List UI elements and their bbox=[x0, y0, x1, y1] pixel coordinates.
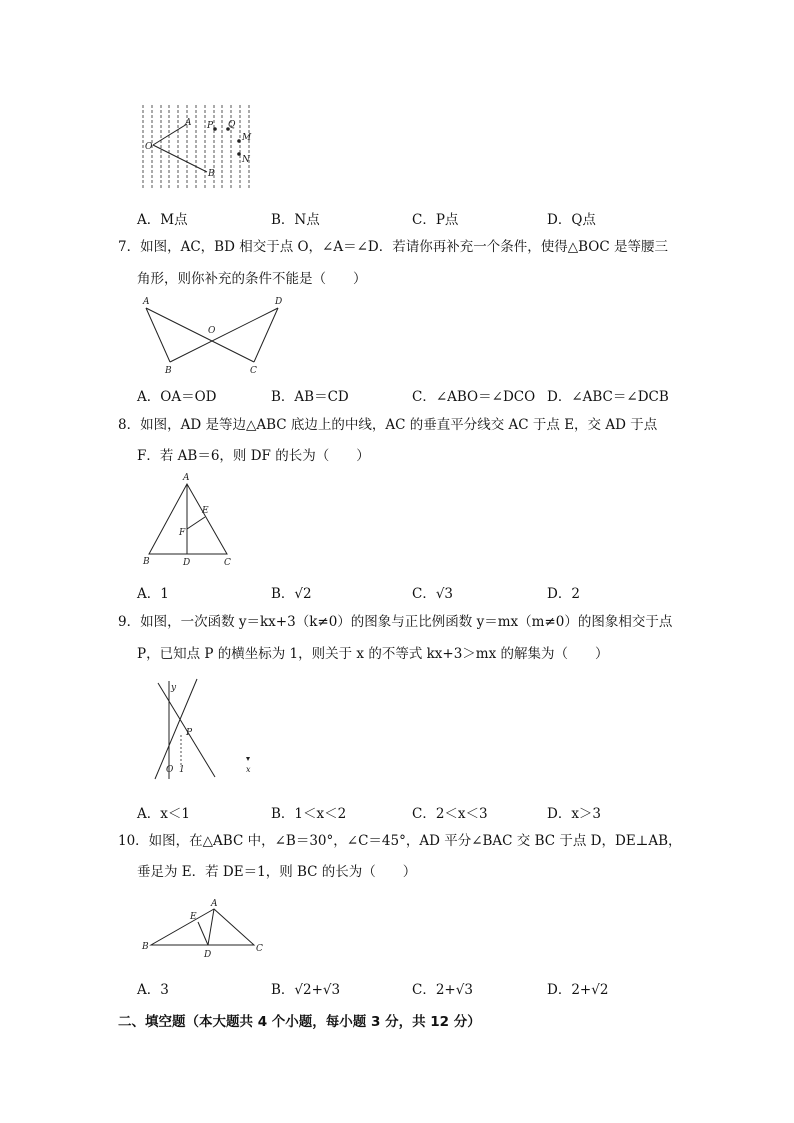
q10-label-e: E bbox=[190, 912, 197, 922]
q8-option-b: B．√2 bbox=[271, 586, 312, 602]
q9-option-c: C．2＜x＜3 bbox=[412, 806, 488, 822]
q6-label-p: P bbox=[207, 121, 214, 131]
q6-label-q: Q bbox=[228, 120, 236, 130]
q7-option-c: C．∠ABO＝∠DCO bbox=[412, 389, 536, 405]
q8-label-f: F bbox=[179, 528, 186, 538]
q9-label-p: P bbox=[186, 728, 193, 738]
section-two-title: 二、填空题（本大题共 4 个小题，每小题 3 分，共 12 分） bbox=[118, 1014, 481, 1030]
q9-option-a: A．x＜1 bbox=[137, 806, 190, 822]
q8-label-a: A bbox=[183, 473, 190, 483]
q6-option-b: B．N点 bbox=[271, 212, 320, 228]
q8-figure bbox=[138, 470, 238, 570]
q10-label-d: D bbox=[204, 950, 212, 960]
q7-segment-db bbox=[170, 308, 278, 362]
q7-label-d: D bbox=[275, 297, 283, 307]
q8-option-a: A．1 bbox=[137, 586, 169, 602]
q7-segment-ac bbox=[146, 308, 254, 362]
q6-figure bbox=[135, 100, 260, 195]
q6-label-a: A bbox=[185, 118, 192, 128]
q8-stem-line2: F．若 AB＝6，则 DF 的长为（ ） bbox=[137, 448, 370, 464]
q7-option-a: A．OA＝OD bbox=[137, 389, 217, 405]
q9-option-d: D．x＞3 bbox=[547, 806, 602, 822]
q9-label-y: y bbox=[171, 683, 177, 693]
q7-segment-ab bbox=[146, 308, 170, 362]
q8-label-e: E bbox=[202, 506, 209, 516]
q10-label-a: A bbox=[211, 899, 218, 909]
q6-label-m: M bbox=[242, 133, 252, 143]
q9-label-o: O bbox=[166, 765, 174, 775]
q7-stem-line2: 角形，则你补充的条件不能是（ ） bbox=[137, 271, 367, 287]
q6-point-p bbox=[213, 127, 217, 131]
q10-triangle-abc bbox=[151, 909, 254, 945]
q8-option-c: C．√3 bbox=[412, 586, 454, 602]
q6-option-d: D．Q点 bbox=[547, 212, 596, 228]
q10-option-c: C．2+√3 bbox=[412, 982, 473, 998]
q7-label-o: O bbox=[208, 326, 216, 336]
q6-label-o: O bbox=[145, 142, 153, 152]
q6-option-c: C．P点 bbox=[412, 212, 459, 228]
q10-figure bbox=[138, 895, 268, 965]
q8-option-d: D．2 bbox=[547, 586, 580, 602]
q8-label-b: B bbox=[143, 557, 150, 567]
q10-label-b: B bbox=[142, 942, 149, 952]
q9-x-arrow-icon bbox=[246, 757, 250, 761]
q10-option-d: D．2+√2 bbox=[547, 982, 609, 998]
q6-ray-oa bbox=[153, 124, 187, 145]
q8-label-d: D bbox=[183, 558, 191, 568]
q6-label-b: B bbox=[208, 169, 215, 179]
q8-label-c: C bbox=[224, 558, 231, 568]
q7-segment-dc bbox=[254, 308, 278, 362]
q7-option-b: B．AB＝CD bbox=[271, 389, 349, 405]
q6-label-n: N bbox=[242, 155, 250, 165]
q7-option-d: D．∠ABC＝∠DCB bbox=[547, 389, 669, 405]
q10-stem-line2: 垂足为 E．若 DE＝1，则 BC 的长为（ ） bbox=[137, 864, 417, 880]
q7-figure bbox=[138, 292, 288, 377]
q6-option-a: A．M点 bbox=[137, 212, 188, 228]
q7-label-a: A bbox=[143, 297, 150, 307]
q6-point-n bbox=[237, 152, 241, 156]
q10-segment-de bbox=[198, 922, 208, 945]
q8-stem-line1: 8．如图，AD 是等边△ABC 底边上的中线，AC 的垂直平分线交 AC 于点 E，交 AD 于点 bbox=[118, 417, 658, 433]
q9-stem-line1: 9．如图，一次函数 y＝kx+3（k≠0）的图象与正比例函数 y＝mx（m≠0）的图象相交于点 bbox=[118, 614, 673, 630]
q9-label-one: 1 bbox=[179, 765, 185, 775]
q7-label-b: B bbox=[165, 366, 172, 376]
q10-stem-line1: 10．如图，在△ABC 中，∠B＝30°，∠C＝45°，AD 平分∠BAC 交 BC 于点 D，DE⊥AB， bbox=[118, 833, 682, 849]
q7-stem-line1: 7．如图，AC，BD 相交于点 O，∠A＝∠D．若请你再补充一个条件，使得△BOC 是等腰三 bbox=[118, 239, 668, 255]
q7-label-c: C bbox=[250, 366, 257, 376]
q10-option-a: A．3 bbox=[137, 982, 169, 998]
q9-option-b: B．1＜x＜2 bbox=[271, 806, 347, 822]
q10-label-c: C bbox=[256, 944, 263, 954]
q8-triangle-abc bbox=[149, 484, 227, 554]
q10-option-b: B．√2+√3 bbox=[271, 982, 341, 998]
q10-segment-ad bbox=[208, 909, 214, 945]
q9-stem-line2: P，已知点 P 的横坐标为 1，则关于 x 的不等式 kx+3＞mx 的解集为（ ） bbox=[137, 646, 609, 662]
q6-point-m bbox=[237, 139, 241, 143]
q8-segment-fe bbox=[187, 517, 205, 529]
q9-figure bbox=[145, 675, 260, 785]
q9-label-x: x bbox=[246, 765, 251, 774]
